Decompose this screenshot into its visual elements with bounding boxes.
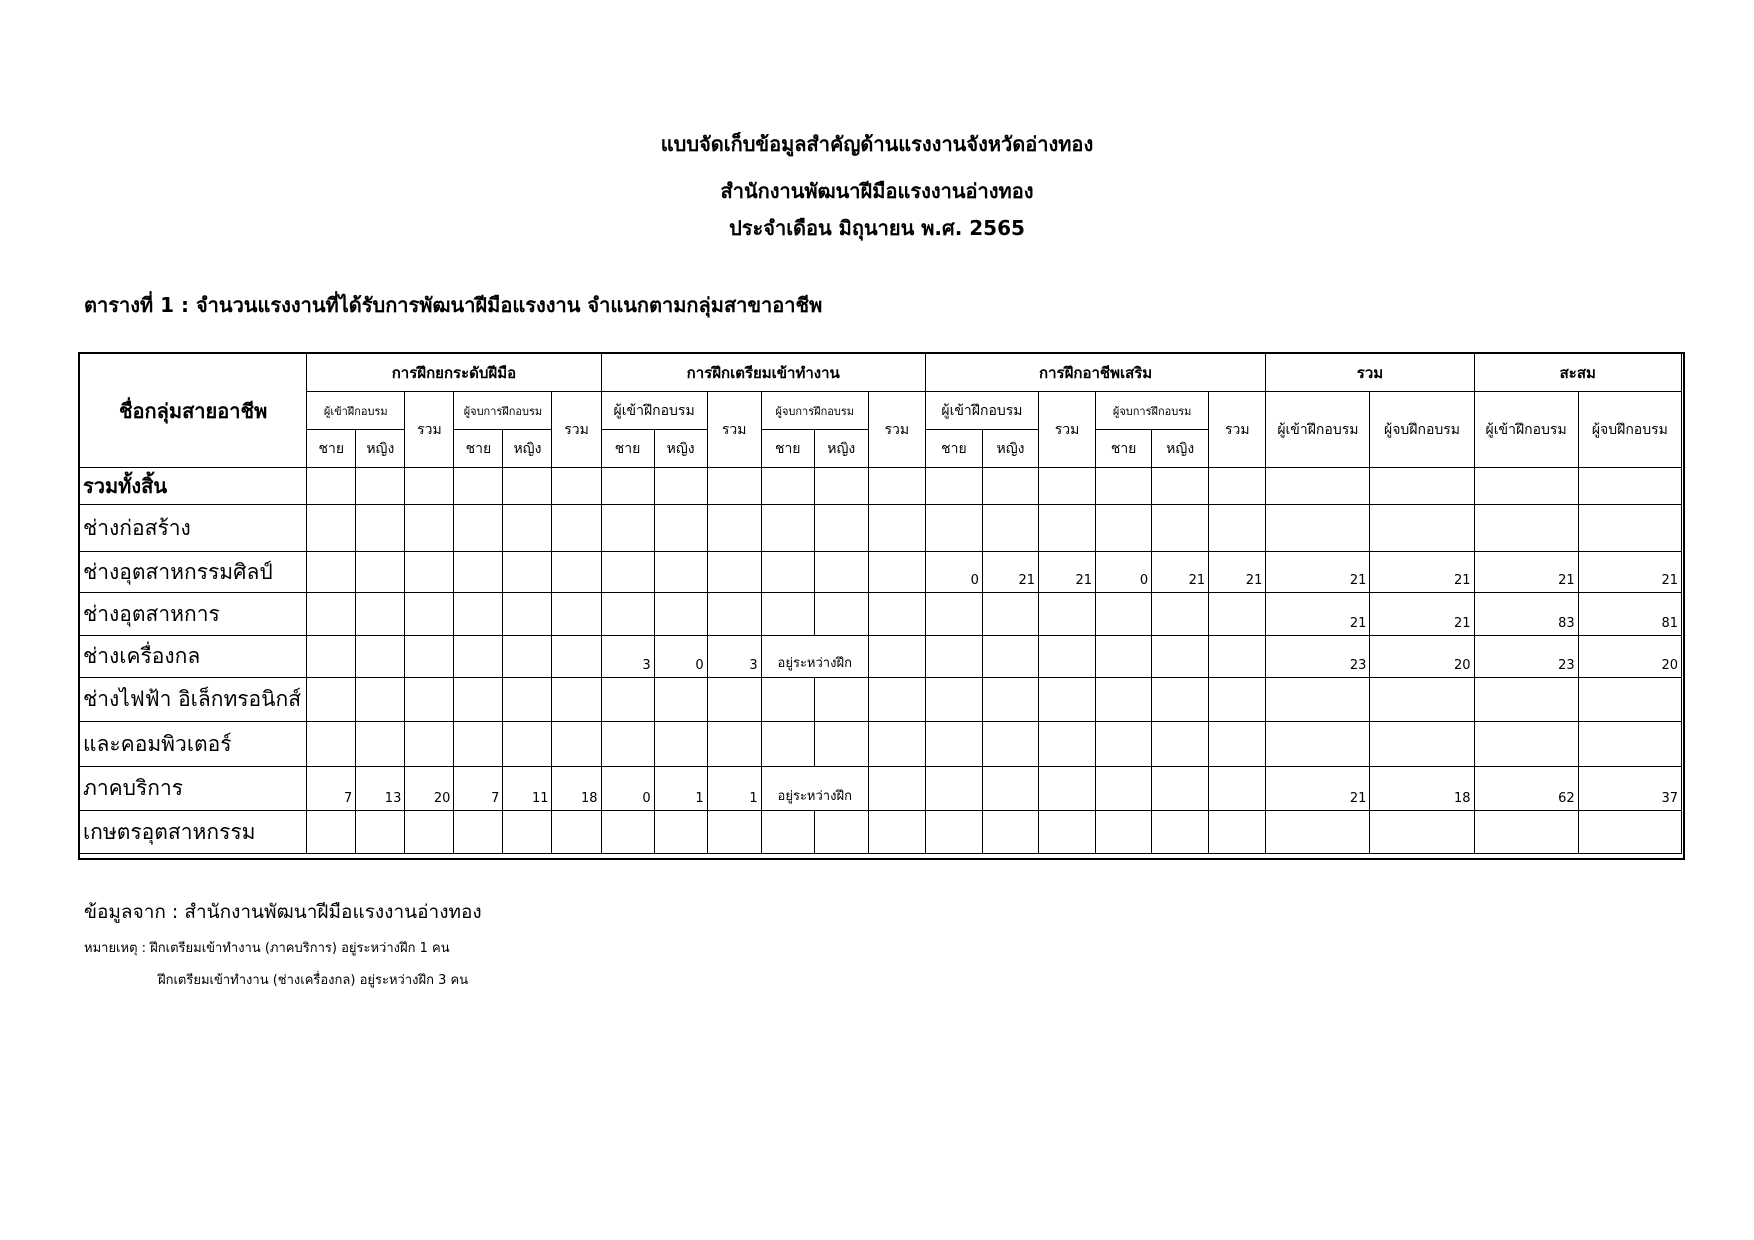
occupation-group-name: ช่างไฟฟ้า อิเล็กทรอนิกส์ (80, 678, 307, 722)
total-graduates-header: ผู้จบฝึกอบรม (1370, 392, 1474, 468)
extra-cell (925, 678, 982, 722)
prep-cell (707, 468, 761, 505)
prep-cell (814, 593, 868, 636)
skill-cell (356, 636, 405, 678)
skill-cell (552, 678, 601, 722)
extra-cell (1096, 811, 1152, 854)
extra-trainees-female-header: หญิง (982, 430, 1038, 468)
cumulative-trainees-header: ผู้เข้าฝึกอบรม (1474, 392, 1578, 468)
cum-cell: 23 (1474, 636, 1578, 678)
prep-graduates-male-header: ชาย (761, 430, 814, 468)
skill-cell: 7 (307, 767, 356, 811)
prep-cell (868, 505, 925, 552)
prep-cell (601, 552, 654, 593)
skill-cell (552, 505, 601, 552)
skill-cell (503, 593, 552, 636)
prep-cell (654, 811, 707, 854)
extra-cell (1209, 468, 1266, 505)
column-group-pre-employment: การฝึกเตรียมเข้าทำงาน (601, 354, 925, 392)
prep-cell (654, 678, 707, 722)
total-cell (1370, 722, 1474, 767)
extra-cell (1152, 636, 1209, 678)
total-cell: 18 (1370, 767, 1474, 811)
extra-cell (1209, 678, 1266, 722)
prep-cell (868, 636, 925, 678)
prep-cell (868, 767, 925, 811)
extra-graduates-female-header: หญิง (1152, 430, 1209, 468)
total-cell: 21 (1370, 552, 1474, 593)
extra-cell (982, 811, 1038, 854)
extra-cell (1039, 767, 1096, 811)
extra-cell (1152, 811, 1209, 854)
skill-cell: 13 (356, 767, 405, 811)
prep-cell (814, 722, 868, 767)
skill-cell (503, 722, 552, 767)
extra-cell (925, 722, 982, 767)
prep-cell (868, 678, 925, 722)
remark-line-1: หมายเหตุ : ฝึกเตรียมเข้าทำงาน (ภาคบริการ) อยู่ระหว่างฝึก 1 คน (84, 941, 450, 956)
skill-cell (405, 552, 454, 593)
prep-trainees-female-header: หญิง (654, 430, 707, 468)
cum-cell (1578, 678, 1681, 722)
cum-cell: 21 (1474, 552, 1578, 593)
skill-cell (552, 593, 601, 636)
prep-graduates-sum-header: รวม (868, 392, 925, 468)
total-trainees-header: ผู้เข้าฝึกอบรม (1266, 392, 1370, 468)
extra-cell (982, 593, 1038, 636)
prep-cell (601, 811, 654, 854)
cum-cell: 62 (1474, 767, 1578, 811)
extra-cell (1096, 767, 1152, 811)
skill-cell (552, 552, 601, 593)
labor-training-table (79, 353, 1682, 854)
prep-cell (601, 678, 654, 722)
in-training-note: อยู่ระหว่างฝึก (761, 636, 868, 678)
cum-cell (1578, 722, 1681, 767)
extra-cell (1096, 593, 1152, 636)
table-row (80, 636, 1682, 678)
occupation-group-name: ภาคบริการ (80, 767, 307, 811)
extra-cell (1209, 505, 1266, 552)
skill-trainees-header: ผู้เข้าฝึกอบรม (307, 392, 405, 430)
skill-cell (454, 636, 503, 678)
extra-cell (1096, 505, 1152, 552)
skill-cell (356, 593, 405, 636)
skill-cell (454, 468, 503, 505)
extra-cell (982, 505, 1038, 552)
skill-cell (503, 552, 552, 593)
extra-cell (1152, 593, 1209, 636)
extra-cell (982, 767, 1038, 811)
prep-cell (601, 468, 654, 505)
extra-cell: 0 (925, 552, 982, 593)
extra-trainees-male-header: ชาย (925, 430, 982, 468)
table-row (80, 505, 1682, 552)
skill-cell (503, 636, 552, 678)
extra-cell (1209, 811, 1266, 854)
prep-trainees-male-header: ชาย (601, 430, 654, 468)
skill-cell (307, 593, 356, 636)
extra-cell (1039, 505, 1096, 552)
skill-cell (307, 722, 356, 767)
table-row (80, 678, 1682, 722)
skill-cell (405, 593, 454, 636)
extra-graduates-header: ผู้จบการฝึกอบรม (1096, 392, 1209, 430)
skill-cell: 7 (454, 767, 503, 811)
occupation-group-name: ช่างเครื่องกล (80, 636, 307, 678)
occupation-group-name: ช่างอุตสาหการ (80, 593, 307, 636)
skill-graduates-header: ผู้จบการฝึกอบรม (454, 392, 552, 430)
skill-cell (307, 678, 356, 722)
remark-line-2: ฝึกเตรียมเข้าทำงาน (ช่างเครื่องกล) อยู่ระหว่างฝึก 3 คน (158, 973, 469, 988)
extra-cell (1152, 468, 1209, 505)
skill-cell (552, 636, 601, 678)
extra-cell (1039, 468, 1096, 505)
total-cell (1370, 678, 1474, 722)
skill-cell: 20 (405, 767, 454, 811)
occupation-group-name: ช่างอุตสาหกรรมศิลป์ (80, 552, 307, 593)
total-cell: 20 (1370, 636, 1474, 678)
skill-graduates-male-header: ชาย (454, 430, 503, 468)
extra-cell (1096, 636, 1152, 678)
total-cell (1266, 505, 1370, 552)
skill-cell (307, 636, 356, 678)
extra-cell: 21 (1039, 552, 1096, 593)
prep-cell (707, 678, 761, 722)
prep-cell (761, 505, 814, 552)
skill-cell (307, 552, 356, 593)
skill-cell (405, 811, 454, 854)
total-cell: 21 (1266, 593, 1370, 636)
skill-cell (454, 722, 503, 767)
extra-cell (1096, 678, 1152, 722)
skill-trainees-male-header: ชาย (307, 430, 356, 468)
extra-cell: 21 (982, 552, 1038, 593)
skill-cell (405, 636, 454, 678)
extra-cell (1209, 767, 1266, 811)
skill-cell (405, 468, 454, 505)
skill-cell (454, 505, 503, 552)
prep-cell (707, 552, 761, 593)
table-row (80, 552, 1682, 593)
cum-cell (1474, 811, 1578, 854)
cum-cell: 83 (1474, 593, 1578, 636)
prep-cell (761, 811, 814, 854)
table-caption: ตารางที่ 1 : จำนวนแรงงานที่ได้รับการพัฒนาฝีมือแรงงาน จำแนกตามกลุ่มสาขาอาชีพ (84, 293, 823, 317)
cum-cell: 81 (1578, 593, 1681, 636)
skill-cell (454, 552, 503, 593)
skill-cell (454, 678, 503, 722)
extra-cell (1209, 636, 1266, 678)
skill-graduates-sum-header: รวม (552, 392, 601, 468)
prep-cell (814, 505, 868, 552)
occupation-group-name: รวมทั้งสิ้น (80, 468, 307, 505)
prep-cell (868, 811, 925, 854)
skill-cell (307, 505, 356, 552)
extra-cell (1039, 811, 1096, 854)
prep-cell: 1 (654, 767, 707, 811)
total-cell: 21 (1266, 552, 1370, 593)
skill-cell (356, 722, 405, 767)
prep-cell (654, 468, 707, 505)
extra-cell (925, 468, 982, 505)
prep-cell (707, 811, 761, 854)
extra-cell (1152, 767, 1209, 811)
skill-cell (405, 678, 454, 722)
skill-cell (503, 505, 552, 552)
extra-cell: 0 (1096, 552, 1152, 593)
cumulative-graduates-header: ผู้จบฝึกอบรม (1578, 392, 1681, 468)
total-cell (1370, 468, 1474, 505)
skill-cell (356, 505, 405, 552)
cum-cell (1578, 505, 1681, 552)
extra-cell: 21 (1152, 552, 1209, 593)
skill-cell (356, 552, 405, 593)
prep-graduates-female-header: หญิง (814, 430, 868, 468)
prep-cell (868, 593, 925, 636)
occupation-group-name: และคอมพิวเตอร์ (80, 722, 307, 767)
prep-cell: 0 (654, 636, 707, 678)
in-training-note: อยู่ระหว่างฝึก (761, 767, 868, 811)
extra-cell (925, 505, 982, 552)
extra-cell (925, 767, 982, 811)
prep-cell (761, 678, 814, 722)
total-cell: 23 (1266, 636, 1370, 678)
prep-cell: 0 (601, 767, 654, 811)
occupation-group-name: เกษตรอุตสาหกรรม (80, 811, 307, 854)
prep-cell (761, 468, 814, 505)
cum-cell: 20 (1578, 636, 1681, 678)
report-title: แบบจัดเก็บข้อมูลสำคัญด้านแรงงานจังหวัดอ่างทอง (660, 132, 1094, 156)
table-row (80, 468, 1682, 505)
prep-cell (601, 505, 654, 552)
extra-trainees-header: ผู้เข้าฝึกอบรม (925, 392, 1038, 430)
skill-cell (454, 593, 503, 636)
column-group-total: รวม (1266, 354, 1474, 392)
occupation-group-name: ช่างก่อสร้าง (80, 505, 307, 552)
total-cell (1266, 468, 1370, 505)
table-row (80, 811, 1682, 854)
prep-cell (868, 552, 925, 593)
cum-cell: 37 (1578, 767, 1681, 811)
cum-cell (1578, 811, 1681, 854)
cum-cell (1474, 468, 1578, 505)
skill-trainees-female-header: หญิง (356, 430, 405, 468)
prep-cell (654, 552, 707, 593)
prep-cell (654, 593, 707, 636)
prep-cell (654, 505, 707, 552)
prep-trainees-sum-header: รวม (707, 392, 761, 468)
extra-cell (1039, 636, 1096, 678)
total-cell: 21 (1370, 593, 1474, 636)
extra-cell (982, 678, 1038, 722)
table-row (80, 593, 1682, 636)
total-cell (1266, 722, 1370, 767)
prep-cell (707, 722, 761, 767)
extra-cell (925, 593, 982, 636)
extra-trainees-sum-header: รวม (1039, 392, 1096, 468)
extra-cell: 21 (1209, 552, 1266, 593)
prep-cell (707, 505, 761, 552)
report-period: ประจำเดือน มิถุนายน พ.ศ. 2565 (729, 216, 1025, 240)
skill-cell (405, 505, 454, 552)
prep-cell (654, 722, 707, 767)
prep-cell (814, 811, 868, 854)
extra-cell (1096, 468, 1152, 505)
total-cell (1266, 678, 1370, 722)
cum-cell (1474, 678, 1578, 722)
skill-cell (405, 722, 454, 767)
column-group-supplementary: การฝึกอาชีพเสริม (925, 354, 1265, 392)
extra-cell (1152, 678, 1209, 722)
extra-cell (1039, 593, 1096, 636)
extra-cell (1209, 722, 1266, 767)
skill-cell (356, 811, 405, 854)
skill-cell (454, 811, 503, 854)
extra-cell (925, 636, 982, 678)
extra-graduates-sum-header: รวม (1209, 392, 1266, 468)
skill-cell (356, 678, 405, 722)
extra-cell (982, 722, 1038, 767)
prep-cell (761, 593, 814, 636)
prep-cell (707, 593, 761, 636)
prep-cell: 3 (707, 636, 761, 678)
skill-cell (552, 722, 601, 767)
skill-cell (307, 468, 356, 505)
skill-cell (503, 678, 552, 722)
column-group-cumulative: สะสม (1474, 354, 1681, 392)
skill-cell (503, 811, 552, 854)
prep-trainees-header: ผู้เข้าฝึกอบรม (601, 392, 707, 430)
table-row (80, 767, 1682, 811)
skill-graduates-female-header: หญิง (503, 430, 552, 468)
extra-cell (1209, 593, 1266, 636)
extra-cell (1039, 678, 1096, 722)
extra-cell (1039, 722, 1096, 767)
skill-cell (307, 811, 356, 854)
prep-cell (868, 722, 925, 767)
prep-cell (814, 678, 868, 722)
prep-cell (761, 552, 814, 593)
skill-cell (552, 811, 601, 854)
prep-cell (814, 468, 868, 505)
prep-cell (761, 722, 814, 767)
prep-graduates-header: ผู้จบการฝึกอบรม (761, 392, 868, 430)
extra-cell (1096, 722, 1152, 767)
report-agency: สำนักงานพัฒนาฝีมือแรงงานอ่างทอง (720, 179, 1034, 203)
cum-cell: 21 (1578, 552, 1681, 593)
extra-cell (925, 811, 982, 854)
extra-cell (982, 468, 1038, 505)
total-cell (1370, 505, 1474, 552)
extra-cell (982, 636, 1038, 678)
extra-cell (1152, 505, 1209, 552)
cum-cell (1578, 468, 1681, 505)
skill-cell: 11 (503, 767, 552, 811)
total-cell (1370, 811, 1474, 854)
skill-trainees-sum-header: รวม (405, 392, 454, 468)
prep-cell: 3 (601, 636, 654, 678)
prep-cell (601, 722, 654, 767)
prep-cell: 1 (707, 767, 761, 811)
column-group-skill-upgrade: การฝึกยกระดับฝีมือ (307, 354, 601, 392)
table-row (80, 722, 1682, 767)
prep-cell (601, 593, 654, 636)
cum-cell (1474, 722, 1578, 767)
skill-cell (503, 468, 552, 505)
extra-cell (1152, 722, 1209, 767)
total-cell: 21 (1266, 767, 1370, 811)
cum-cell (1474, 505, 1578, 552)
prep-cell (868, 468, 925, 505)
skill-cell: 18 (552, 767, 601, 811)
data-source: ข้อมูลจาก : สำนักงานพัฒนาฝีมือแรงงานอ่างทอง (84, 901, 482, 923)
extra-graduates-male-header: ชาย (1096, 430, 1152, 468)
column-header-occupation-group: ชื่อกลุ่มสายอาชีพ (80, 354, 307, 468)
skill-cell (552, 468, 601, 505)
skill-cell (356, 468, 405, 505)
total-cell (1266, 811, 1370, 854)
prep-cell (814, 552, 868, 593)
